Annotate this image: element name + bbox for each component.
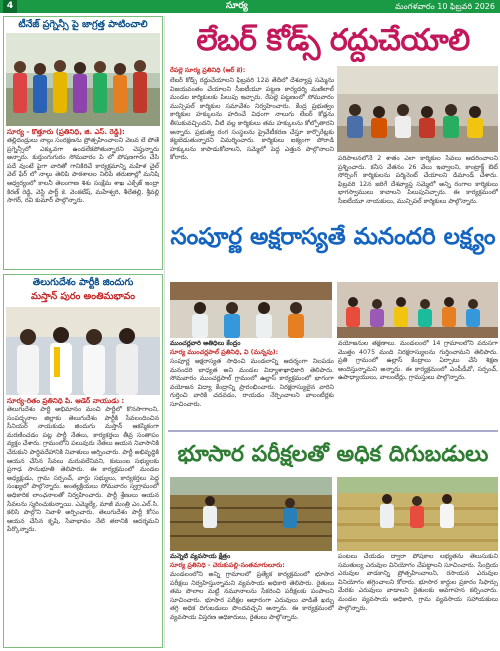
soil-photo-caption: మన్నెటి వ్యవసాయ క్షేత్రం xyxy=(170,553,231,560)
headline-labour-codes: లేబర్ కోడ్స్ రద్దుచేయాలి xyxy=(196,23,470,58)
headline-soil-testing: భూసార పరీక్షలతో అధిక దిగుబడులు xyxy=(168,430,498,474)
left-column xyxy=(3,16,165,648)
edition-date: మంగళవారం 10 ఫిబ్రవరి 2026 xyxy=(395,2,495,11)
labour-protest-photo xyxy=(337,66,498,152)
labour-dateline: రేపల్లె సూర్య ప్రతినిధి (ఆర్ కె): xyxy=(170,67,246,74)
story-photo xyxy=(6,307,160,395)
labour-body-left: లేబర్ కోడ్స్ రద్దుచేయాలని ఫిబ్రవరి 12వ తేదీలో దేశవ్యాప్త సమ్మెను విజయవంతం చేయాలని సీఐటీయూ పట్టణ కార్యదర్శి మణిలాల్ మండల కార్మికులకు పిలుపు ఇచ్చారు. రేపల్లె పట్టణంలో సోమవారం మున్సిపల్ కార్మికుల సమావేశం నిర్వహించారు. కేంద్ర ప్రభుత్వం కార్మికుల హక్కులను హరించే విధంగా నాలుగు లేబర్ కోడ్లను తీసుకువచ్చిందని, వీటి వల్ల కార్మికులు తమ హక్కులను కోల్పోతారని అన్నారు. ప్రభుత్వ రంగ సంస్థలను ప్రైవేటీకరణ చేస్తూ కార్పొరేట్లకు కట్టబెడుతున్నారని విమర్శించారు. కార్మికులు ఐక్యంగా పోరాడి హక్కులను కాపాడుకోవాలని, సమ్మెలో పెద్ద ఎత్తున పాల్గొనాలని కోరారు. xyxy=(170,77,334,162)
literacy-photo-caption: ముంచర్లవారి అతిధిలు కేంద్రం xyxy=(170,340,241,347)
story-photo xyxy=(6,33,160,126)
headline-literacy: సంపూర్ణ అక్షరాస్యతే మనందరి లక్ష్యం xyxy=(170,223,496,250)
story-title: టీనేజ్ ప్రగ్నెన్సీ పై జాగ్రత్త పాటించాలి xyxy=(18,19,148,30)
literacy-body-left: సంపూర్ణ అక్షరాస్యత సాధించి మండలాన్ని ఆదర్శంగా నిలపడం మనందరి బాధ్యత అని మండల విద్యాశాఖాధికారి తెలిపారు. సోమవారం ముంచర్లపాల్ గ్రామంలో ఉల్లాస్ కార్యక్రమంలో భాగంగా వయోజన విద్యా కేంద్రాన్ని ప్రారంభించారు. నిరక్షరాస్యులైన వారిని గుర్తించి వారికి చదవడం, రాయడం నేర్పించాలని వాలంటీర్లకు సూచించారు. xyxy=(170,358,334,408)
soil-body-left: మండలంలోని అన్ని గ్రామాలలో ప్రత్యేక కార్యక్రమంలో భూసార పరీక్షలు నిర్వహిస్తున్నామని వ్యవసాయ అధికారి తెలిపారు. రైతులు తమ పొలాల మట్టి నమూనాలను సేకరించి పరీక్షలకు పంపాలని సూచించారు. భూసార పరీక్షల ఆధారంగా ఎరువులు వాడితే ఖర్చు తగ్గి అధిక దిగుబడులు పొందవచ్చని అన్నారు. ఈ కార్యక్రమంలో వ్యవసాయ విస్తరణ అధికారులు, రైతులు పాల్గొన్నారు. xyxy=(170,571,334,621)
page-header xyxy=(0,0,500,13)
story-title-line2: మస్తాన్ పురం అంతిమభావం xyxy=(30,291,136,302)
literacy-photo-left xyxy=(170,282,332,338)
masthead: సూర్య xyxy=(226,1,248,11)
story-dateline: సూర్య - కొత్తూరు (ప్రతినిధి, జి. ఎస్. రెడ్డి): xyxy=(7,128,125,136)
page-number: 4 xyxy=(3,0,17,13)
story-title-line1: తెలుగుదేశం పార్టీకి జిందుగు xyxy=(32,277,134,288)
story-body: తల్లిదండ్రులు నాల్గు సంరక్షణను ప్రోత్సహించాలని వెలవ లే పోతే ప్రగ్నెన్సీలో ఎక్కువగా ఉండలేకపోతున్నారని చెప్తున్నారు అన్నారు. కుర్తుంగుగురం సోమవారం పి లో పోషణగారం చేసి పదే వుంటే పైగా వారితో గానికిరిచే కార్యక్రమాన్ని మహిళ చైల్ వెల్ ఫేర్ లో నాల్గు తెలిపి పాఠశాలల నిలిపే తరుణాల్లో మనిషి ఆధ్వర్యంలో కాలనీ తెలంగాణ శిశు సంక్షేమ శాఖ ఎక్సేజ్ ఇంద్రా కిరణ్ రెడ్డి, వెస్టి పార్ట్ కె. వెంకటేష్, మహేశ్వరి, శీలేతల్లి, శ్రీవల్లి సాగర్, రవి కుమార్ పాల్గొన్నారు. xyxy=(7,137,159,205)
mastan-obituary-story xyxy=(3,274,163,648)
literacy-body-right: వయోజనుల తక్షణాలు. మండలంలో 14 గ్రామాలలోని వరుసగా మొత్తం 4075 మంది నిరక్షరాస్యులను గుర్తించామని తెలిపారు. ప్రతి గ్రామంలో ఉల్లాస్ కేంద్రాలు ఏర్పాటు చేసి శిక్షణ అందిస్తున్నామని అన్నారు. ఈ కార్యక్రమంలో ఎంపీడీవో, సర్పంచ్, ఉపాధ్యాయులు, వాలంటీర్లు, గ్రామస్తులు పాల్గొన్నారు. xyxy=(338,340,498,382)
teen-pregnancy-story xyxy=(3,16,163,270)
literacy-photo-right xyxy=(337,282,498,338)
soil-body-right: పంటలు చేయడం ద్వారా పోషకాల లభ్యతను తెలుసుకుని సమతుల్య ఎరువుల వినియోగం చేపట్టాలని సూచించారు. సేంద్రియ ఎరువుల వాడకాన్ని ప్రోత్సహించాలని, రసాయన ఎరువుల వినియోగం తగ్గించాలని కోరారు. భూసార కార్డుల ప్రకారం సిఫార్సు మేరకు ఎరువులు వాడాలని రైతులకు అవగాహన కల్పించారు. మండల వ్యవసాయ అధికారి, గ్రామ వ్యవసాయ సహాయకులు పాల్గొన్నారు. xyxy=(338,553,498,612)
soil-photo-right xyxy=(337,477,498,551)
soil-dateline: సూర్య ప్రతినిధి - చెరుకుపల్లి-సంతమాగులూరు: xyxy=(170,562,285,569)
literacy-dateline: సూర్య ముంచర్లపాల్ ప్రతినిధి, వి (మన్నపు): xyxy=(170,349,279,356)
soil-photo-left xyxy=(170,477,332,551)
labour-body-right: పరిపాలనలోనే 2 శాతం ఎలా కార్మికుల సేవలు ఆదరించాలని ప్రశ్నించారు. కనీస వేతనం 26 వేలు ఇవ్వాలని, కాంట్రాక్ట్ ఔట్ సోర్సింగ్ కార్మికులను పర్మినెంట్ చేయాలని డిమాండ్ చేశారు. ఫిబ్రవరి 12న జరిగే దేశవ్యాప్త సమ్మెలో అన్ని రంగాల కార్మికులు భాగస్వాములు కావాలని పిలుపునిచ్చారు. ఈ కార్యక్రమంలో సీఐటీయూ నాయకులు, మున్సిపల్ కార్మికులు పాల్గొన్నారు. xyxy=(338,155,498,205)
story-dateline: సూర్య-రితం ప్రతినిధి పి. ఆడెర్ నాయుడు : xyxy=(7,397,125,405)
story-body: తెలుగుదేశం పార్టీ అభిమానం మంచి పార్టీలో కొనసాగాలని, సంపద్భనాల జిల్లాకు తెలుగుదేశం పార్టీకి సేవలందించిన సీనియర్ నాయకుడు జిందుగు మస్తాన్ ఆకస్మికంగా మరణించడం పట్ల పార్టీ నేతలు, కార్యకర్తలు తీవ్ర సంతాపం వ్యక్తం చేశారు. గ్రామంలోని పలువురు నేతలు ఆయన నివాసానికి చేరుకుని పార్థివదేహానికి నివాళులు అర్పించారు. పార్టీ అభివృద్ధికి ఆయన చేసిన సేవలు మరువలేనివని, కుటుంబ సభ్యులకు ప్రగాఢ సానుభూతి తెలిపారు. ఈ కార్యక్రమంలో మండల అధ్యక్షుడు, గ్రామ సర్పంచ్, వార్డు సభ్యులు, కార్యకర్తలు పెద్ద సంఖ్యలో పాల్గొన్నారు. అంత్యక్రియలు సోమవారం స్వగ్రామంలో అధికారిక లాంఛనాలతో నిర్వహించారు. పార్టీ శ్రేణులు ఆయన సేవలను స్మరించుకున్నాయి. ఎమ్మెల్యే, మాజీ మంత్రి ఎం.ఎల్.సి. కలిసి పాల్గొని నివాళి అర్పించారు. తెలుగుదేశం పార్టీ కోసం ఆయన చేసిన కృషి, సేవాభావం నేటి తరానికి ఆదర్శమని పేర్కొన్నారు. xyxy=(7,406,159,534)
